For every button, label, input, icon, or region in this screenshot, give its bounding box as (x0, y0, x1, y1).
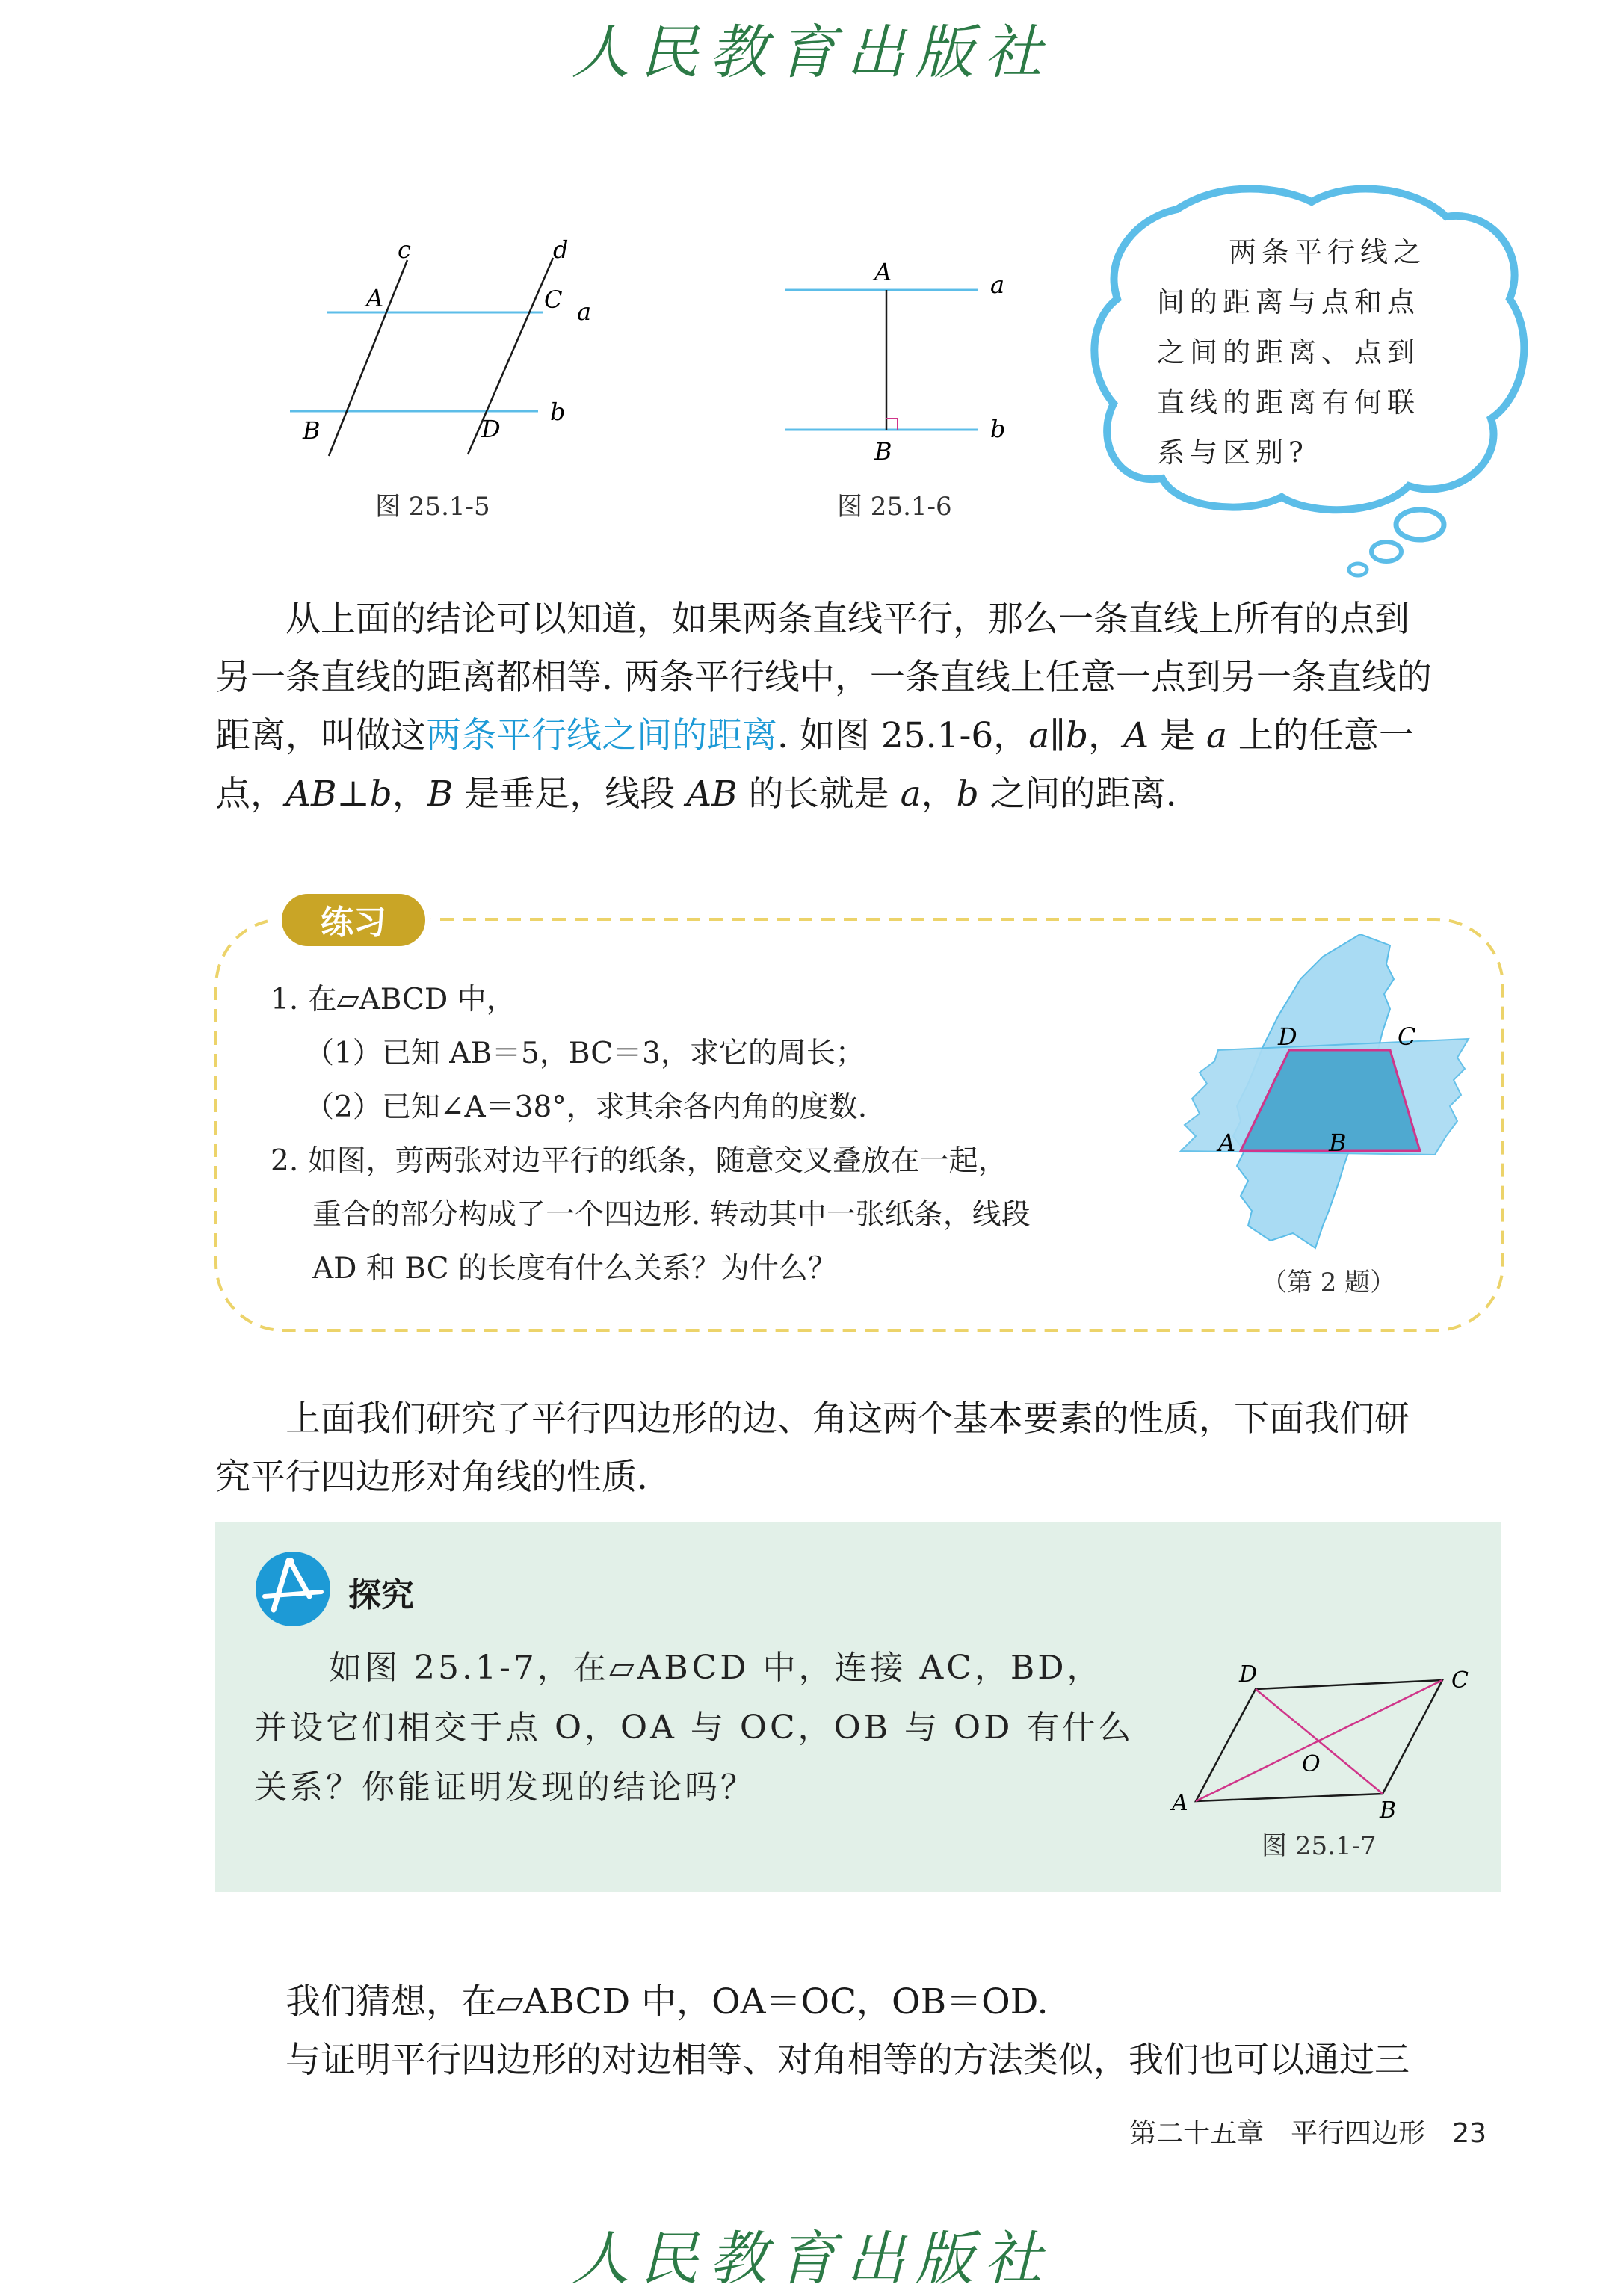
fig7-label-O: O (1302, 1751, 1321, 1777)
thought-bubble-text (1157, 227, 1456, 478)
p2-line-2: 究平行四边形对角线的性质. (215, 1457, 648, 1498)
strips-label-B: B (1329, 1129, 1347, 1157)
fig7-caption: 图 25.1-7 (1262, 1831, 1377, 1861)
explore-line-2: 并设它们相交于点 O，OA 与 OC，OB 与 OD 有什么 (254, 1709, 1134, 1747)
fig6-label-A: A (874, 258, 892, 286)
paragraph-diagonal-intro (215, 1390, 1501, 1507)
exercise-q1: 1. 在▱ABCD 中， (271, 983, 516, 1016)
explore-compass-icon (254, 1550, 332, 1628)
fig7-label-C: C (1451, 1667, 1469, 1694)
fig6-caption: 图 25.1-6 (837, 492, 952, 522)
explore-title: 探究 (348, 1576, 414, 1614)
publisher-logo-top: 人民教育出版社 (571, 19, 1053, 87)
figure-25-1-5 (277, 224, 635, 471)
strips-label-C: C (1398, 1022, 1416, 1051)
fig5-label-D: D (481, 415, 501, 443)
paragraph-distance-definition (215, 590, 1501, 824)
term-parallel-distance: 两条平行线之间的距离 (426, 715, 777, 756)
exercise-badge: 练习 (321, 904, 386, 942)
exercise-q2-line2: 重合的部分构成了一个四边形. 转动其中一张纸条，线段 (312, 1198, 1031, 1232)
exercise-questions (271, 973, 1031, 1296)
p1-line-3: 距离，叫做这两条平行线之间的距离. 如图 25.1-6，a∥b，A 是 a 上的任意一 (215, 715, 1414, 756)
explore-line-3: 关系？你能证明发现的结论吗？ (254, 1768, 756, 1806)
footer-chapter: 第二十五章 平行四边形 (1129, 2118, 1426, 2149)
fig7-label-A: A (1172, 1790, 1188, 1816)
explore-line-1: 如图 25.1-7，在▱ABCD 中，连接 AC，BD， (329, 1649, 1103, 1687)
exercise-q2-line1: 2. 如图，剪两张对边平行的纸条，随意交叉叠放在一起， (271, 1144, 1007, 1178)
p3-line-1: 我们猜想，在▱ABCD 中，OA＝OC，OB＝OD. (285, 1981, 1049, 2022)
exercise-q1-2: （2）已知∠A＝38°，求其余各内角的度数. (305, 1090, 868, 1124)
fig6-label-b: b (990, 415, 1006, 443)
bubble-line-1: 两条平行线之 (1229, 236, 1426, 268)
explore-question (254, 1638, 1134, 1818)
page-number: 23 (1452, 2118, 1486, 2149)
p1-line-4: 点，AB⊥b，B 是垂足，线段 AB 的长就是 a，b 之间的距离. (215, 774, 1177, 815)
paragraph-conjecture (215, 1973, 1501, 2090)
figure-25-1-7 (1166, 1652, 1495, 1824)
bubble-line-5: 系与区别? (1157, 436, 1309, 469)
strips-label-D: D (1278, 1022, 1297, 1051)
fig5-label-C: C (544, 286, 563, 314)
p1-line-1: 从上面的结论可以知道，如果两条直线平行，那么一条直线上所有的点到 (285, 599, 1410, 640)
fig7-label-D: D (1239, 1661, 1258, 1688)
fig7-label-B: B (1380, 1797, 1397, 1824)
bubble-line-3: 之间的距离、点到 (1157, 336, 1420, 368)
publisher-logo-bottom: 人民教育出版社 (571, 2226, 1053, 2293)
bubble-line-2: 间的距离与点和点 (1157, 286, 1420, 318)
fig5-label-A: A (366, 284, 384, 312)
fig6-label-a: a (990, 271, 1005, 299)
strips-label-A: A (1218, 1129, 1236, 1157)
fig5-caption: 图 25.1-5 (375, 492, 490, 522)
p3-line-2: 与证明平行四边形的对边相等、对角相等的方法类似，我们也可以通过三 (285, 2040, 1410, 2081)
fig5-label-b: b (550, 398, 566, 426)
fig5-label-B: B (303, 416, 321, 445)
p2-line-1: 上面我们研究了平行四边形的边、角这两个基本要素的性质，下面我们研 (285, 1398, 1410, 1439)
fig5-label-c: c (398, 235, 411, 264)
strips-figure-caption: （第 2 题） (1262, 1268, 1396, 1297)
page-footer (1129, 2112, 1486, 2150)
fig5-label-d: d (553, 235, 569, 264)
exercise-q2-line3: AD 和 BC 的长度有什么关系？为什么？ (312, 1252, 837, 1286)
figure-25-1-6 (770, 247, 1039, 471)
fig5-label-a: a (577, 297, 592, 326)
bubble-line-4: 直线的距离有何联 (1157, 386, 1420, 419)
paper-strips-figure (1166, 934, 1480, 1263)
p1-line-2: 另一条直线的距离都相等. 两条平行线中，一条直线上任意一点到另一条直线的 (215, 657, 1432, 698)
exercise-q1-1: （1）已知 AB＝5，BC＝3，求它的周长； (305, 1037, 865, 1070)
fig6-label-B: B (874, 437, 892, 466)
